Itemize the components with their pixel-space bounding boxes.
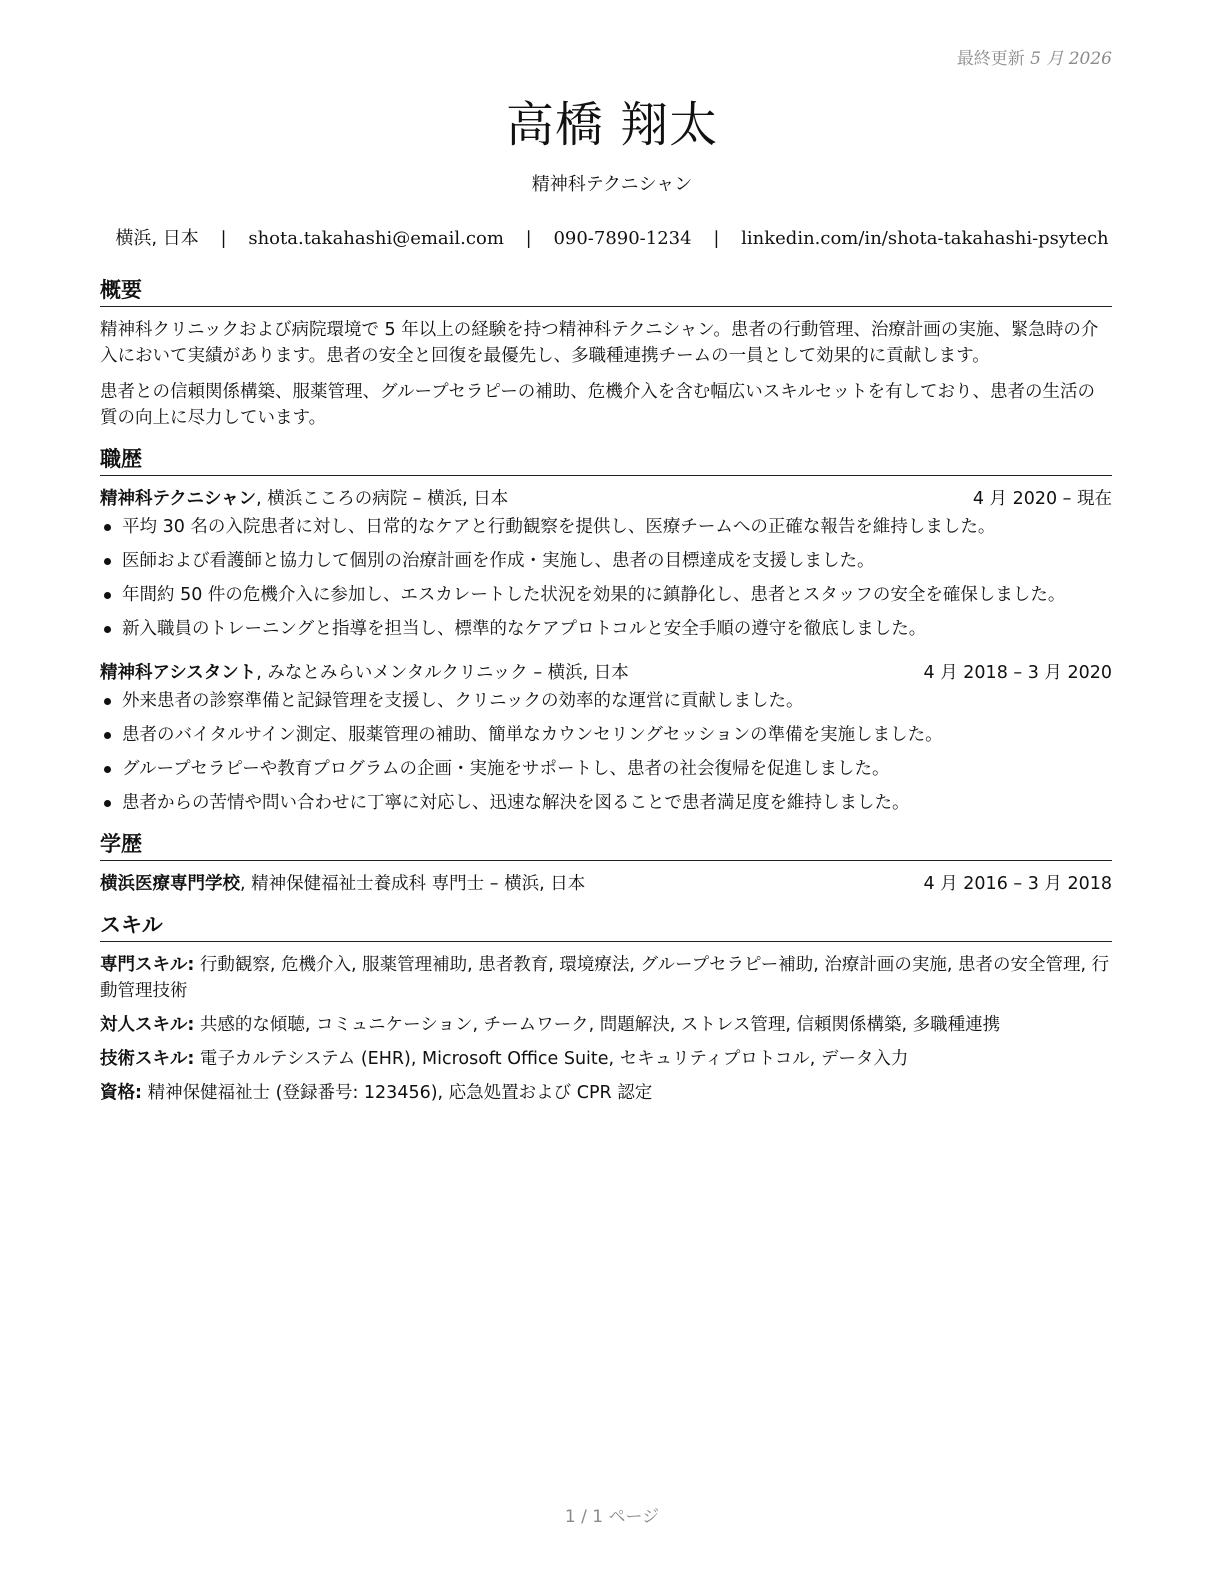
job-bullet: 医師および看護師と協力して個別の治療計画を作成・実施し、患者の目標達成を支援しました。 (122, 548, 1112, 574)
education-section (100, 828, 1112, 897)
job-bullet: 外来患者の診察準備と記録管理を支援し、クリニックの効率的な運営に貢献しました。 (122, 688, 1112, 714)
job-position: 精神科テクニシャン (100, 489, 257, 509)
skill-label: 対人スキル: (100, 1015, 195, 1035)
skills-section (100, 909, 1112, 1106)
contact-separator: | (220, 228, 227, 249)
job-bullet: 新入職員のトレーニングと指導を担当し、標準的なケアプロトコルと安全手順の遵守を徹底しました。 (122, 616, 1112, 642)
job-bullet: 患者のバイタルサイン測定、服薬管理の補助、簡単なカウンセリングセッションの準備を実施しました。 (122, 722, 1112, 748)
job-header (100, 486, 1112, 512)
education-entry (100, 871, 1112, 897)
contact-line (0, 224, 1224, 250)
job-entry (100, 660, 1112, 816)
skill-label: 専門スキル: (100, 955, 195, 975)
skill-value: 共感的な傾聴, コミュニケーション, チームワーク, 問題解決, ストレス管理, 信頼関係構築, 多職種連携 (194, 1015, 1001, 1035)
summary-paragraph: 患者との信頼関係構築、服薬管理、グループセラピーの補助、危機介入を含む幅広いスキルセットを有しており、患者の生活の質の向上に尽力しています。 (100, 382, 1096, 428)
skill-row (100, 1012, 1112, 1038)
job-date: 4 月 2020 – 現在 (972, 489, 1112, 509)
page-number: 1 / 1 ページ (564, 1507, 660, 1527)
contact-separator: | (713, 228, 720, 249)
resume-content (100, 274, 1112, 1118)
skill-label: 資格: (100, 1083, 142, 1103)
job-entry (100, 486, 1112, 642)
job-bullets (100, 688, 1112, 816)
last-updated (957, 44, 1112, 69)
skill-row (100, 1080, 1112, 1106)
job-date: 4 月 2018 – 3 月 2020 (923, 663, 1112, 683)
contact-email[interactable]: shota.takahashi@email.com (248, 228, 504, 249)
education-school: 横浜医療専門学校 (100, 874, 240, 894)
summary-section (100, 274, 1112, 431)
skill-value: 行動観察, 危機介入, 服薬管理補助, 患者教育, 環境療法, グループセラピー補助, 治療計画の実施, 患者の安全管理, 行動管理技術 (100, 955, 1110, 1001)
job-title-line (100, 660, 629, 686)
skill-value: 電子カルテシステム (EHR), Microsoft Office Suite, セキュリティプロトコル, データ入力 (194, 1049, 909, 1069)
job-bullet: 患者からの苦情や問い合わせに丁寧に対応し、迅速な解決を図ることで患者満足度を維持しました。 (122, 790, 1112, 816)
candidate-role: 精神科テクニシャン (531, 174, 693, 195)
education-detail: , 精神保健福祉士養成科 専門士 – 横浜, 日本 (240, 874, 586, 894)
job-header (100, 660, 1112, 686)
skills-heading: スキル (100, 909, 1112, 942)
job-bullet: グループセラピーや教育プログラムの企画・実施をサポートし、患者の社会復帰を促進しました。 (122, 756, 1112, 782)
experience-heading: 職歴 (100, 443, 1112, 476)
job-bullet: 年間約 50 件の危機介入に参加し、エスカレートした状況を効果的に鎮静化し、患者とスタッフの安全を確保しました。 (122, 582, 1112, 608)
job-position: 精神科アシスタント (100, 663, 257, 683)
candidate-name: 高橋 翔太 (505, 97, 719, 153)
job-title-line (100, 486, 508, 512)
summary-heading: 概要 (100, 274, 1112, 307)
education-heading: 学歴 (100, 828, 1112, 861)
skill-label: 技術スキル: (100, 1049, 195, 1069)
contact-linkedin[interactable]: linkedin.com/in/shota-takahashi-psytech (741, 228, 1109, 249)
job-employer: , 横浜こころの病院 – 横浜, 日本 (256, 489, 509, 509)
contact-location: 横浜, 日本 (115, 228, 199, 249)
skill-value: 精神保健福祉士 (登録番号: 123456), 応急処置および CPR 認定 (142, 1083, 653, 1103)
last-updated-label: 最終更新 (956, 49, 1025, 69)
contact-separator: | (525, 228, 532, 249)
job-bullet: 平均 30 名の入院患者に対し、日常的なケアと行動観察を提供し、医療チームへの正確な報告を維持しました。 (122, 514, 1112, 540)
summary-paragraph: 精神科クリニックおよび病院環境で 5 年以上の経験を持つ精神科テクニシャン。患者の行動管理、治療計画の実施、緊急時の介入において実績があります。患者の安全と回復を最優先し、多職種連携チームの一員として効果的に貢献します。 (100, 320, 1099, 366)
job-employer: , みなとみらいメンタルクリニック – 横浜, 日本 (256, 663, 629, 683)
last-updated-date: 5 月 2026 (1030, 49, 1112, 69)
contact-phone: 090-7890-1234 (553, 228, 692, 249)
education-title-line (100, 871, 585, 897)
skill-row (100, 952, 1112, 1004)
job-bullets (100, 514, 1112, 642)
education-date: 4 月 2016 – 3 月 2018 (923, 874, 1112, 894)
experience-section (100, 443, 1112, 816)
skill-row (100, 1046, 1112, 1072)
